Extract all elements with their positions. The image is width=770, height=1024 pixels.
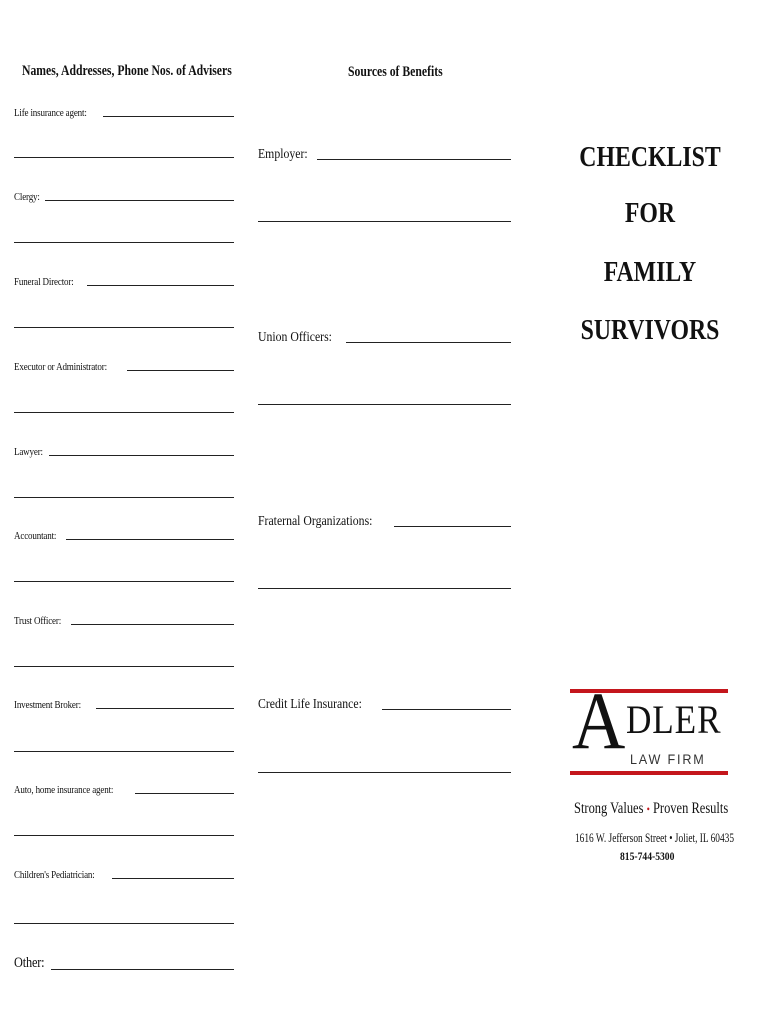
title-family: FAMILY <box>603 256 697 288</box>
field-label: Life insurance agent: <box>14 107 87 119</box>
field-label: Credit Life Insurance: <box>258 697 362 712</box>
adler-logo <box>570 675 728 796</box>
blank-line[interactable] <box>258 772 511 773</box>
blank-line[interactable] <box>14 157 234 158</box>
fill-line[interactable] <box>317 159 511 160</box>
advisers-heading: Names, Addresses, Phone Nos. of Advisers <box>22 63 232 79</box>
field-label: Union Officers: <box>258 330 332 345</box>
field-label: Employer: <box>258 147 308 162</box>
fill-line[interactable] <box>51 968 234 970</box>
clergy-field[interactable] <box>14 187 234 203</box>
blank-line[interactable] <box>14 412 234 413</box>
fill-line[interactable] <box>87 284 234 286</box>
title-for: FOR <box>624 197 676 229</box>
blank-line[interactable] <box>14 581 234 582</box>
fill-line[interactable] <box>346 342 511 343</box>
blank-line[interactable] <box>14 497 234 498</box>
title-checklist: CHECKLIST <box>579 141 721 173</box>
life-insurance-agent-field[interactable] <box>14 103 234 119</box>
fill-line[interactable] <box>112 877 234 879</box>
blank-line[interactable] <box>14 923 234 924</box>
field-label: Auto, home insurance agent: <box>14 784 114 796</box>
firm-phone: 815-744-5300 <box>620 849 675 863</box>
blank-line[interactable] <box>14 835 234 836</box>
trust-officer-field[interactable] <box>14 611 234 627</box>
field-label: Clergy: <box>14 191 40 203</box>
field-label: Other: <box>14 955 45 971</box>
logo-letter-a: A <box>572 675 626 766</box>
blank-line[interactable] <box>14 242 234 243</box>
field-label: Investment Broker: <box>14 699 81 711</box>
childrens-pediatrician-field[interactable] <box>14 865 234 881</box>
fill-line[interactable] <box>394 526 511 527</box>
tagline-separator: • <box>646 802 650 816</box>
fill-line[interactable] <box>103 115 234 117</box>
fill-line[interactable] <box>135 792 234 794</box>
field-label: Trust Officer: <box>14 615 62 627</box>
field-label: Funeral Director: <box>14 276 74 288</box>
credit-life-insurance-field[interactable] <box>258 693 511 713</box>
blank-line[interactable] <box>14 751 234 752</box>
fill-line[interactable] <box>382 709 511 710</box>
investment-broker-field[interactable] <box>14 695 234 711</box>
field-label: Fraternal Organizations: <box>258 514 373 529</box>
title-survivors: SURVIVORS <box>580 314 720 346</box>
logo-subword: LAW FIRM <box>630 751 706 767</box>
field-label: Executor or Administrator: <box>14 361 107 373</box>
fill-line[interactable] <box>127 369 234 371</box>
executor-field[interactable] <box>14 357 234 373</box>
tagline-right: Proven Results <box>652 800 729 817</box>
logo-word: DLER <box>626 697 722 742</box>
accountant-field[interactable] <box>14 526 234 542</box>
fill-line[interactable] <box>45 199 234 201</box>
tagline-left: Strong Values <box>574 800 644 817</box>
fill-line[interactable] <box>96 707 234 709</box>
field-label: Lawyer: <box>14 446 43 458</box>
firm-address: 1616 W. Jefferson Street • Joliet, IL 60435 <box>575 830 735 845</box>
lawyer-field[interactable] <box>14 442 234 458</box>
employer-field[interactable] <box>258 143 511 163</box>
blank-line[interactable] <box>258 404 511 405</box>
field-label: Accountant: <box>14 530 57 542</box>
logo-bottom-bar <box>570 771 728 775</box>
blank-line[interactable] <box>258 588 511 589</box>
benefits-heading: Sources of Benefits <box>348 64 443 80</box>
fill-line[interactable] <box>66 538 234 540</box>
field-label: Children's Pediatrician: <box>14 869 95 881</box>
blank-line[interactable] <box>258 221 511 222</box>
fill-line[interactable] <box>71 623 234 625</box>
other-field[interactable] <box>14 952 234 972</box>
logo-tagline <box>574 800 729 818</box>
auto-home-insurance-agent-field[interactable] <box>14 780 234 796</box>
fill-line[interactable] <box>49 454 234 456</box>
blank-line[interactable] <box>14 327 234 328</box>
union-officers-field[interactable] <box>258 326 511 346</box>
blank-line[interactable] <box>14 666 234 667</box>
funeral-director-field[interactable] <box>14 272 234 288</box>
fraternal-organizations-field[interactable] <box>258 510 511 530</box>
